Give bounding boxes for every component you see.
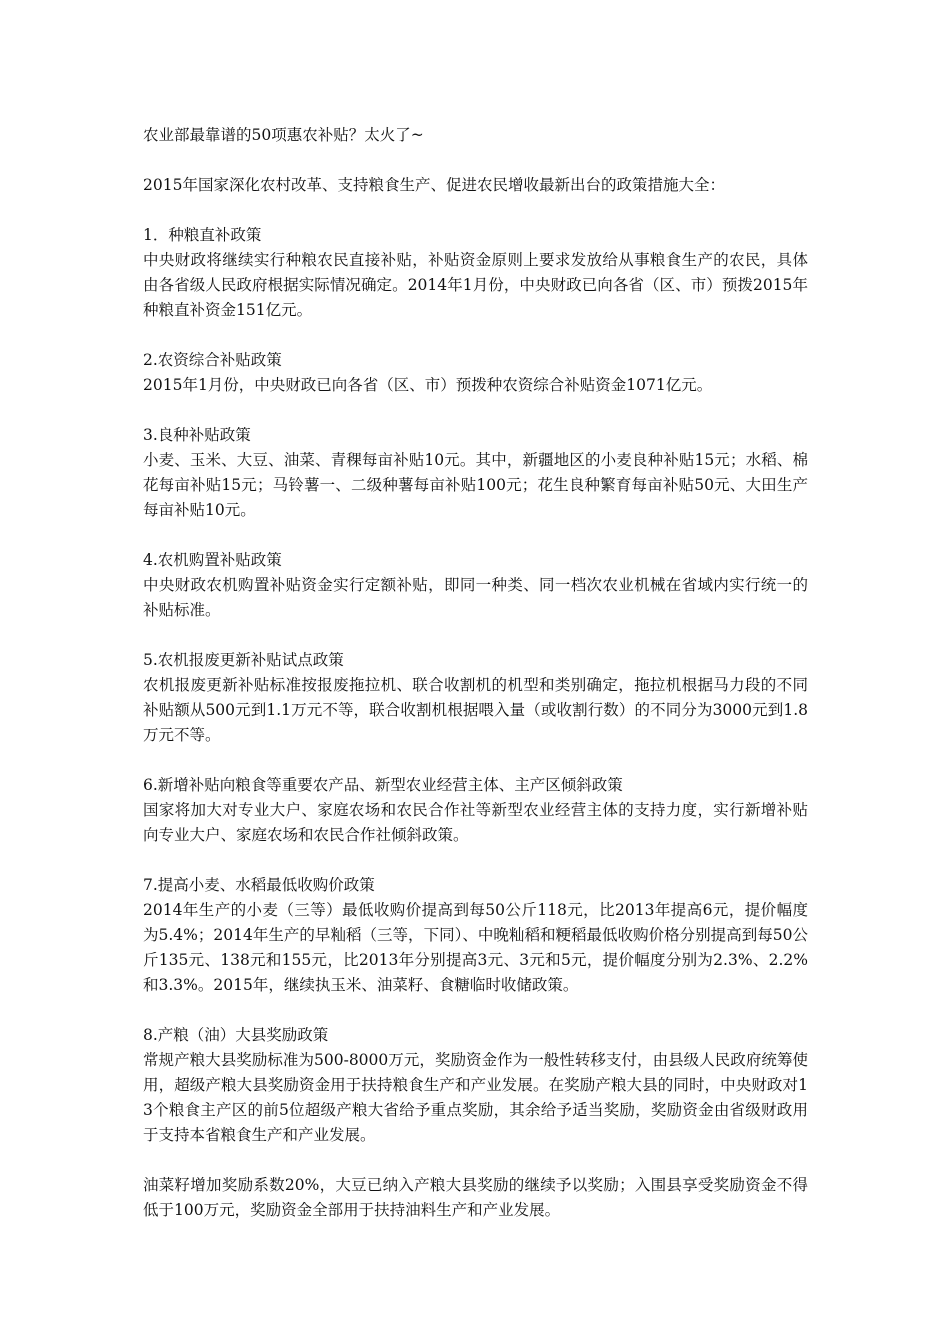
spacer — [143, 1148, 808, 1173]
section-heading: 7.提高小麦、水稻最低收购价政策 — [143, 876, 375, 894]
section-heading: 2.农资综合补贴政策 — [143, 351, 282, 369]
spacer — [143, 523, 808, 548]
section-heading: 4.农机购置补贴政策 — [143, 551, 282, 569]
section-body: 2015年1月份，中央财政已向各省（区、市）预拨种农资综合补贴资金1071亿元。 — [143, 376, 713, 394]
document-title: 农业部最靠谱的50项惠农补贴？太火了~ — [143, 126, 424, 144]
spacer — [143, 148, 808, 173]
spacer — [143, 848, 808, 873]
section-body: 国家将加大对专业大户、家庭农场和农民合作社等新型农业经营主体的支持力度，实行新增补贴向专业大户、家庭农场和农民合作社倾斜政策。 — [143, 801, 808, 844]
section-heading: 3.良种补贴政策 — [143, 426, 251, 444]
spacer — [143, 398, 808, 423]
section-heading: 5.农机报废更新补贴试点政策 — [143, 651, 344, 669]
spacer — [143, 198, 808, 223]
document-page — [143, 123, 808, 1223]
closing-paragraph: 油菜籽增加奖励系数20%，大豆已纳入产粮大县奖励的继续予以奖励；入围县享受奖励资金不得低于100万元，奖励资金全部用于扶持油料生产和产业发展。 — [143, 1176, 808, 1219]
spacer — [143, 323, 808, 348]
section-body: 2014年生产的小麦（三等）最低收购价提高到每50公斤118元，比2013年提高6元，提价幅度为5.4%；2014年生产的早籼稻（三等，下同）、中晚籼稻和粳稻最低收购价格分别提高到每50公斤135元、138元和155元，比2013年分别提高3元、3元和5元，提价幅度分别为2.3%、2.2%和3.3%。2015年，继续执玉米、油菜籽、食糖临时收储政策。 — [143, 901, 808, 994]
intro-paragraph: 2015年国家深化农村改革、支持粮食生产、促进农民增收最新出台的政策措施大全： — [143, 176, 725, 194]
section-heading: 6.新增补贴向粮食等重要农产品、新型农业经营主体、主产区倾斜政策 — [143, 776, 623, 794]
section-body: 中央财政农机购置补贴资金实行定额补贴，即同一种类、同一档次农业机械在省域内实行统一的补贴标准。 — [143, 576, 808, 619]
section-body: 小麦、玉米、大豆、油菜、青稞每亩补贴10元。其中，新疆地区的小麦良种补贴15元；水稻、棉花每亩补贴15元；马铃薯一、二级种薯每亩补贴100元；花生良种繁育每亩补贴50元、大田生产每亩补贴10元。 — [143, 451, 808, 519]
spacer — [143, 748, 808, 773]
spacer — [143, 623, 808, 648]
section-body: 常规产粮大县奖励标准为500-8000万元，奖励资金作为一般性转移支付，由县级人民政府统筹使用，超级产粮大县奖励资金用于扶持粮食生产和产业发展。在奖励产粮大县的同时，中央财政对13个粮食主产区的前5位超级产粮大省给予重点奖励，其余给予适当奖励，奖励资金由省级财政用于支持本省粮食生产和产业发展。 — [143, 1051, 808, 1144]
section-heading: 8.产粮（油）大县奖励政策 — [143, 1026, 329, 1044]
spacer — [143, 998, 808, 1023]
section-body: 农机报废更新补贴标准按报废拖拉机、联合收割机的机型和类别确定，拖拉机根据马力段的不同补贴额从500元到1.1万元不等，联合收割机根据喂入量（或收割行数）的不同分为3000元到1.8万元不等。 — [143, 676, 808, 744]
section-body: 中央财政将继续实行种粮农民直接补贴，补贴资金原则上要求发放给从事粮食生产的农民，具体由各省级人民政府根据实际情况确定。2014年1月份，中央财政已向各省（区、市）预拨2015年种粮直补资金151亿元。 — [143, 251, 808, 319]
section-heading: 1．种粮直补政策 — [143, 226, 262, 244]
